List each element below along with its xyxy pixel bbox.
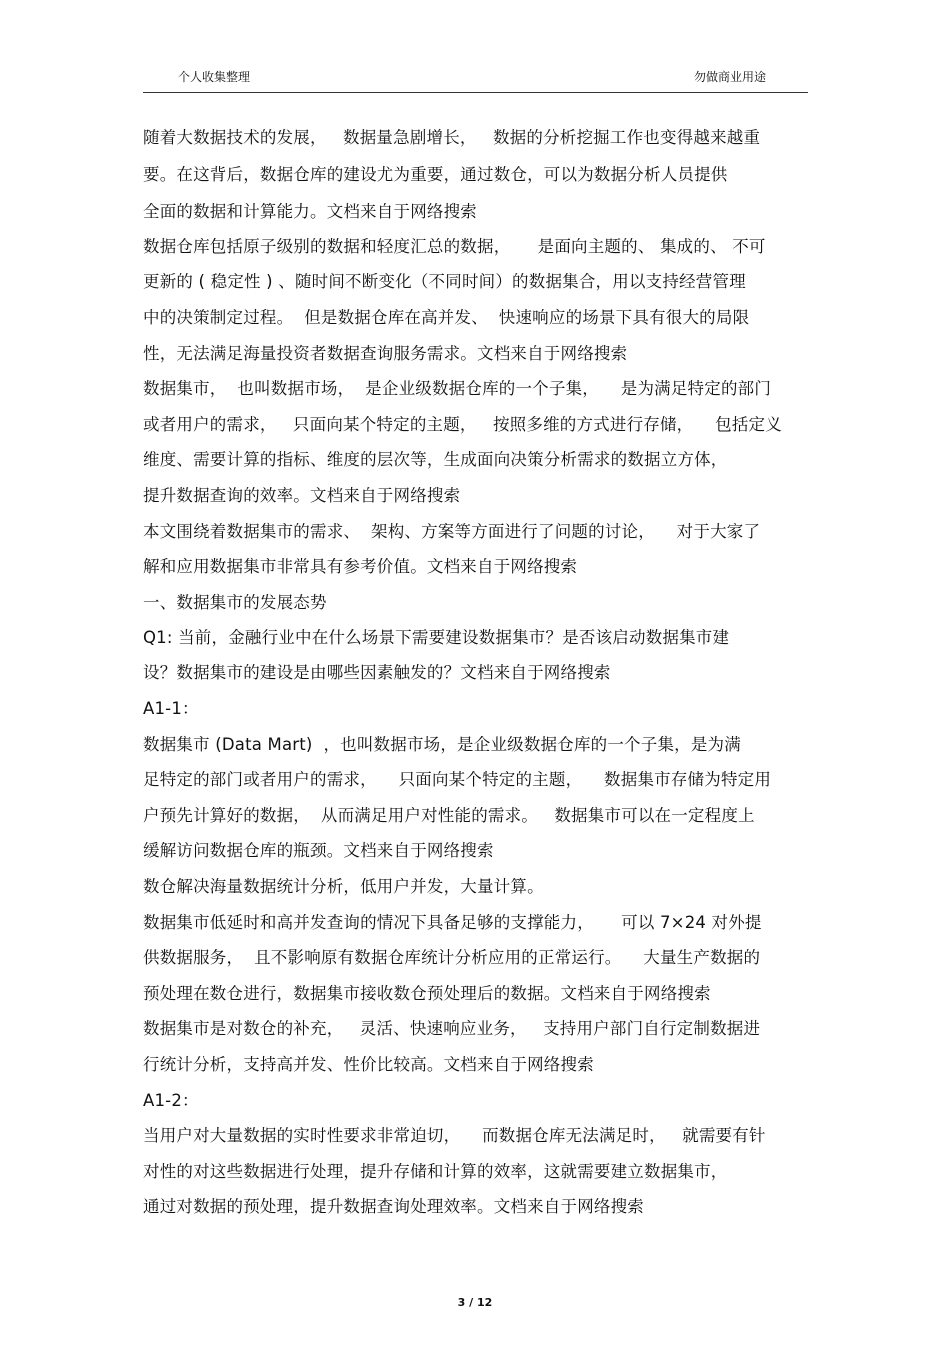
body-line: 数据仓库包括原子级别的数据和轻度汇总的数据， 是面向主题的、 集成的、 不可 (143, 237, 766, 256)
body-line: 数据集市 (Data Mart) ，也叫数据市场，是企业级数据仓库的一个子集，是为满 (143, 735, 741, 754)
body-line: 提升数据查询的效率。文档来自于网络搜索 (143, 486, 461, 505)
answer-label: A1-2： (143, 1091, 199, 1110)
body-line: 要。在这背后，数据仓库的建设尤为重要，通过数仓，可以为数据分析人员提供 (143, 165, 728, 184)
body-line: 当用户对大量数据的实时性要求非常迫切， 而数据仓库无法满足时， 就需要有针 (143, 1126, 766, 1145)
page-header (143, 66, 808, 93)
body-line: 性，无法满足海量投资者数据查询服务需求。文档来自于网络搜索 (143, 344, 628, 363)
body-line: 缓解访问数据仓库的瓶颈。文档来自于网络搜索 (143, 841, 494, 860)
body-line: 户预先计算好的数据， 从而满足用户对性能的需求。 数据集市可以在一定程度上 (143, 806, 755, 825)
body-line: 预处理在数仓进行，数据集市接收数仓预处理后的数据。文档来自于网络搜索 (143, 984, 711, 1003)
body-line: 更新的 ( 稳定性 ) 、随时间不断变化（不同时间）的数据集合，用以支持经营管理 (143, 272, 746, 291)
body-line: 通过对数据的预处理，提升数据查询处理效率。文档来自于网络搜索 (143, 1197, 644, 1216)
body-line: 或者用户的需求， 只面向某个特定的主题， 按照多维的方式进行存储， 包括定义 (143, 415, 782, 434)
answer-label: A1-1： (143, 699, 199, 718)
section-heading: 一、数据集市的发展态势 (143, 593, 327, 612)
header-left-text: 个人收集整理 (178, 70, 251, 84)
body-line: 中的决策制定过程。 但是数据仓库在高并发、 快速响应的场景下具有很大的局限 (143, 308, 750, 327)
body-line: 数仓解决海量数据统计分析，低用户并发，大量计算。 (143, 877, 544, 896)
body-line: 行统计分析，支持高并发、性价比较高。文档来自于网络搜索 (143, 1055, 594, 1074)
body-line: Q1: 当前，金融行业中在什么场景下需要建设数据集市？是否该启动数据集市建 (143, 628, 730, 647)
body-line: 供数据服务， 且不影响原有数据仓库统计分析应用的正常运行。 大量生产数据的 (143, 948, 761, 967)
body-line: 随着大数据技术的发展， 数据量急剧增长， 数据的分析挖掘工作也变得越来越重 (143, 128, 761, 147)
body-line: 数据集市低延时和高并发查询的情况下具备足够的支撑能力， 可以 7×24 对外提 (143, 913, 762, 932)
page-number: 3 / 12 (457, 1296, 493, 1309)
body-line: 全面的数据和计算能力。文档来自于网络搜索 (143, 202, 477, 221)
body-line: 数据集市， 也叫数据市场， 是企业级数据仓库的一个子集， 是为满足特定的部门 (143, 379, 772, 398)
body-line: 对性的对这些数据进行处理，提升存储和计算的效率，这就需要建立数据集市， (143, 1162, 728, 1181)
body-line: 解和应用数据集市非常具有参考价值。文档来自于网络搜索 (143, 557, 578, 576)
header-right-text: 勿做商业用途 (693, 70, 766, 84)
body-line: 足特定的部门或者用户的需求， 只面向某个特定的主题， 数据集市存储为特定用 (143, 770, 772, 789)
body-line: 数据集市是对数仓的补充， 灵活、快速响应业务， 支持用户部门自行定制数据进 (143, 1019, 761, 1038)
body-line: 维度、需要计算的指标、维度的层次等，生成面向决策分析需求的数据立方体， (143, 450, 728, 469)
body-line: 设？数据集市的建设是由哪些因素触发的？文档来自于网络搜索 (143, 663, 611, 682)
body-line: 本文围绕着数据集市的需求、 架构、方案等方面进行了问题的讨论， 对于大家了 (143, 522, 761, 541)
